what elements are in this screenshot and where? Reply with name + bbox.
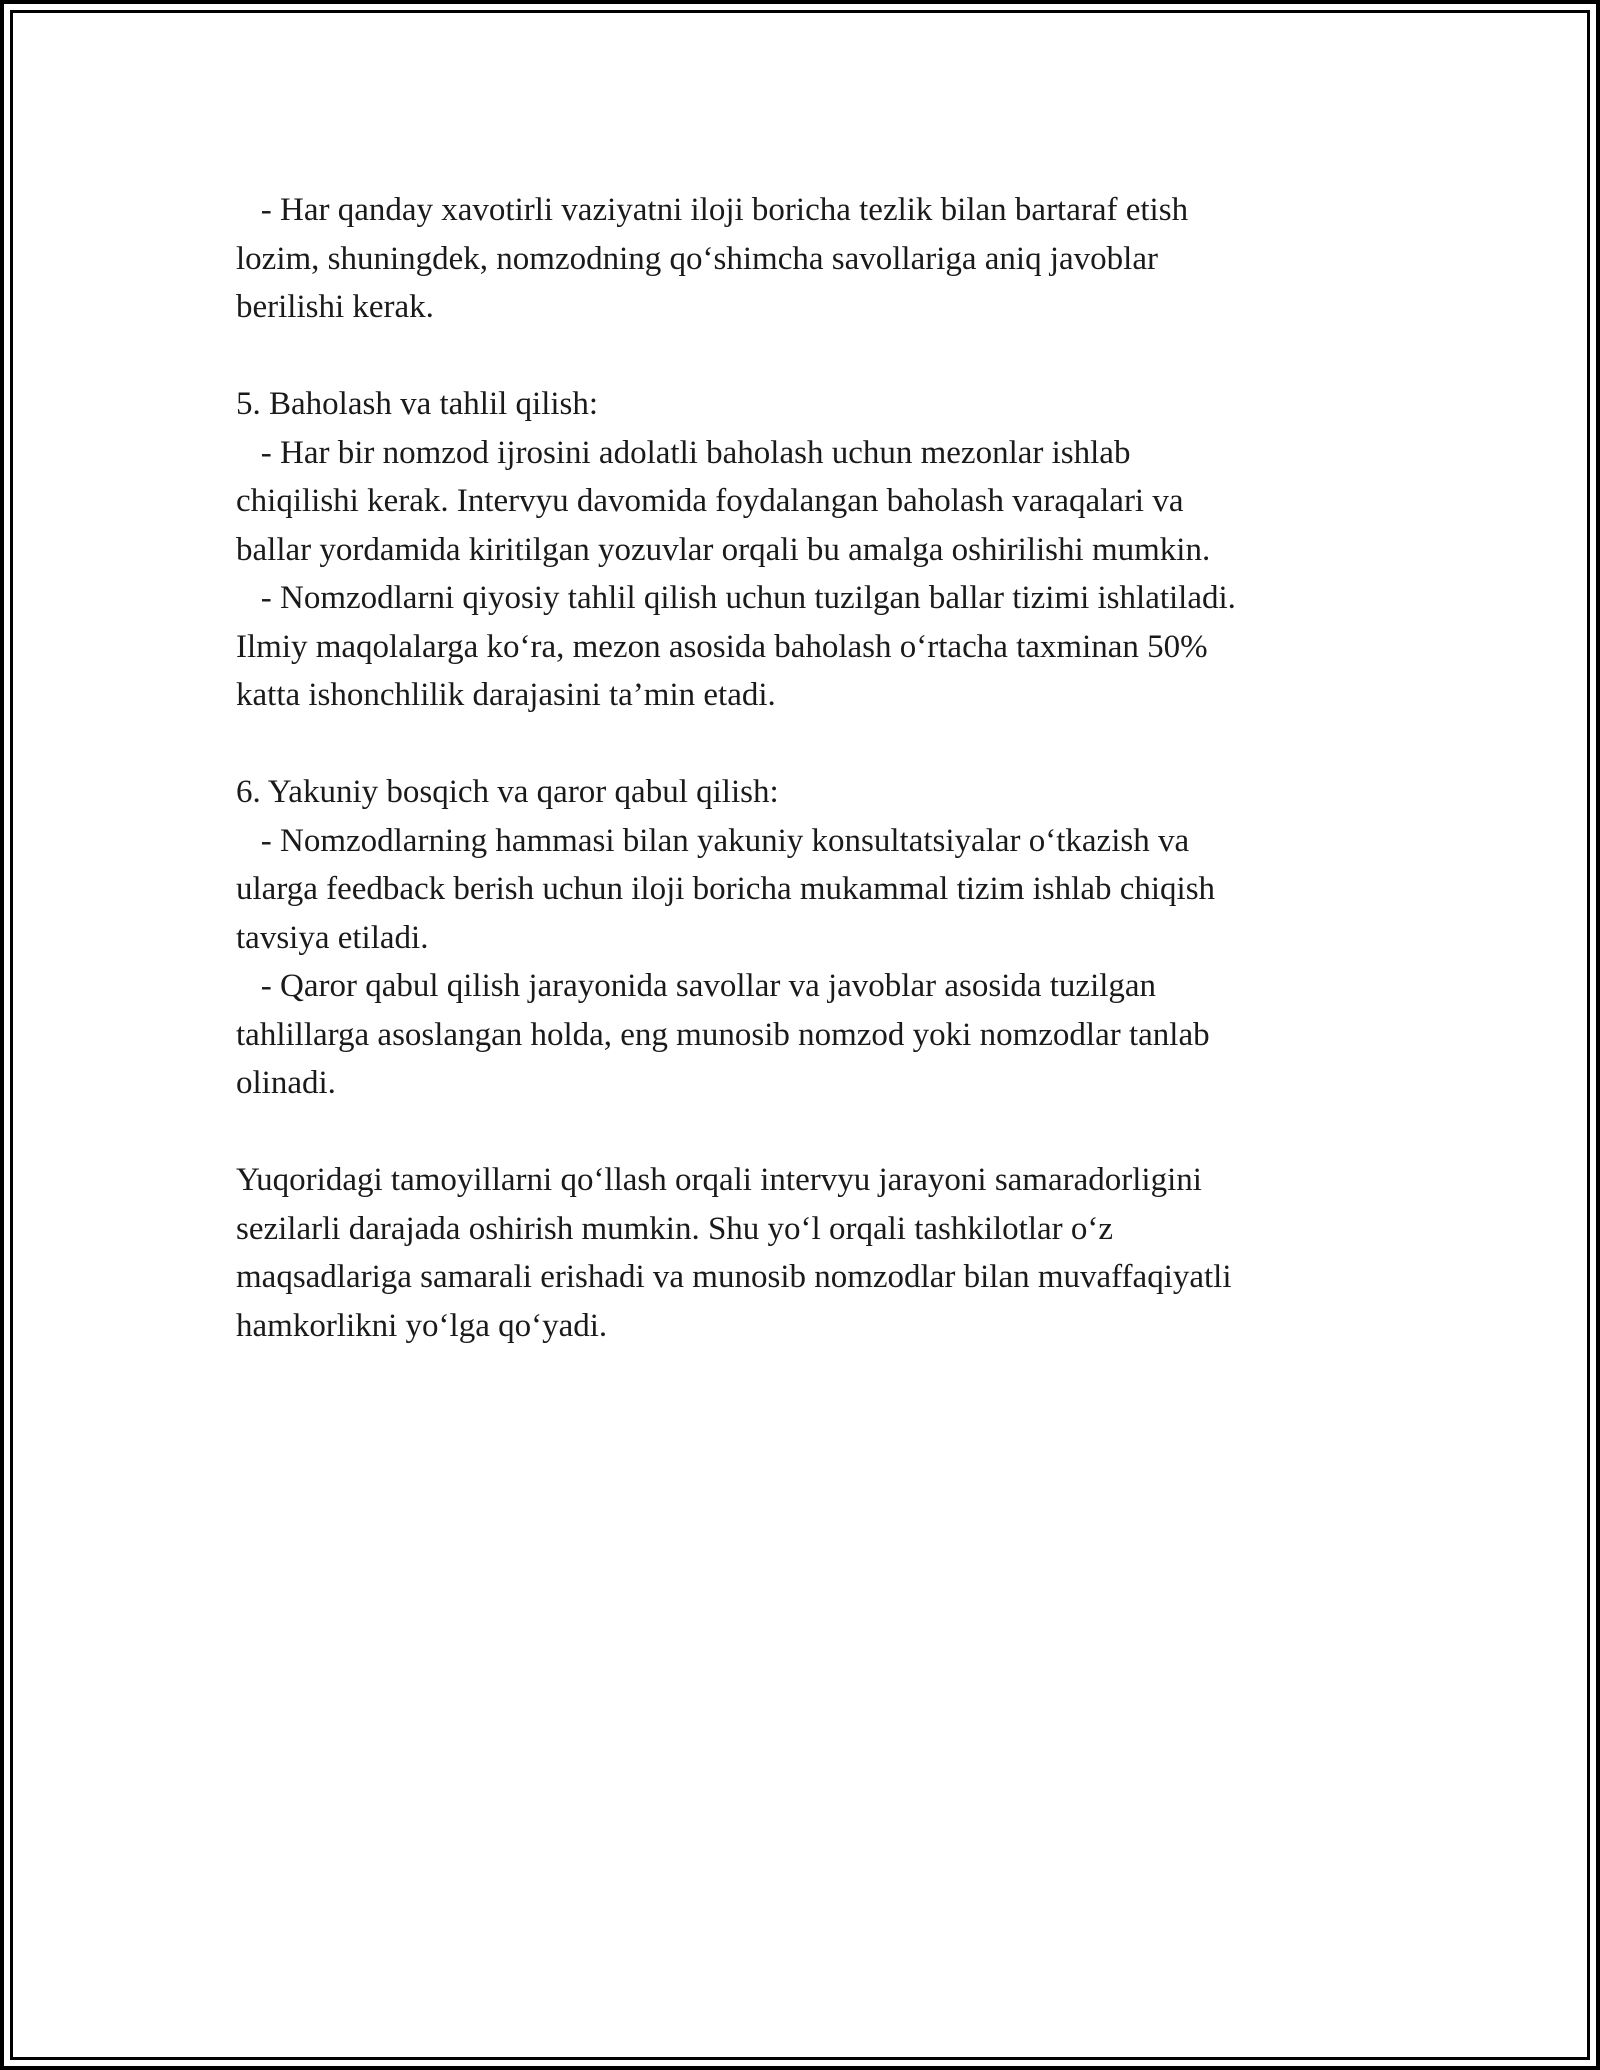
text-line: Ilmiy maqolalarga ko‘ra, mezon asosida baholash o‘rtacha taxminan 50%: [236, 628, 1208, 665]
text-line: lozim, shuningdek, nomzodning qo‘shimcha savollariga aniq javoblar: [236, 240, 1158, 277]
text-line: - Qaror qabul qilish jarayonida savollar va javoblar asosida tuzilgan: [236, 968, 1157, 1004]
paragraph-spacer: [236, 1108, 1366, 1157]
text-line: hamkorlikni yo‘lga qo‘yadi.: [236, 1307, 608, 1344]
section-5-heading: 5. Baholash va tahlil qilish:: [236, 386, 599, 422]
section-6-heading: 6. Yakuniy bosqich va qaror qabul qilish:: [236, 774, 779, 810]
text-line: ballar yordamida kiritilgan yozuvlar orqali bu amalga oshirilishi mumkin.: [236, 531, 1211, 568]
text-line: sezilarli darajada oshirish mumkin. Shu yo‘l orqali tashkilotlar o‘z: [236, 1210, 1114, 1247]
paragraph-spacer: [236, 720, 1366, 769]
paragraph-spacer: [236, 332, 1366, 381]
intro-bullet: [236, 186, 1366, 332]
text-line: katta ishonchlilik darajasini ta’min etadi.: [236, 677, 776, 713]
text-line: maqsadlariga samarali erishadi va munosib nomzodlar bilan muvaffaqiyatli: [236, 1259, 1232, 1295]
text-line: tahlillarga asoslangan holda, eng munosib nomzod yoki nomzodlar tanlab: [236, 1016, 1210, 1053]
text-line: - Nomzodlarning hammasi bilan yakuniy konsultatsiyalar o‘tkazish va: [236, 822, 1190, 859]
section-5: [236, 380, 1366, 720]
text-line: chiqilishi kerak. Intervyu davomida foydalangan baholash varaqalari va: [236, 483, 1184, 519]
conclusion-paragraph: [236, 1156, 1366, 1350]
section-6-bullet-2: [236, 962, 1366, 1108]
text-line: berilishi kerak.: [236, 289, 434, 325]
text-line: ularga feedback berish uchun iloji boricha mukammal tizim ishlab chiqish: [236, 871, 1216, 907]
section-5-bullet-2: [236, 574, 1366, 720]
document-body: [236, 186, 1366, 1350]
section-5-bullet-1: [236, 429, 1366, 575]
text-line: - Har qanday xavotirli vaziyatni iloji boricha tezlik bilan bartaraf etish: [236, 192, 1189, 228]
text-line: Yuqoridagi tamoyillarni qo‘llash orqali intervyu jarayoni samaradorligini: [236, 1162, 1202, 1198]
section-6-bullet-1: [236, 817, 1366, 963]
text-line: - Nomzodlarni qiyosiy tahlil qilish uchun tuzilgan ballar tizimi ishlatiladi.: [236, 580, 1236, 616]
text-line: - Har bir nomzod ijrosini adolatli baholash uchun mezonlar ishlab: [236, 434, 1131, 471]
text-line: olinadi.: [236, 1065, 336, 1101]
section-6: [236, 768, 1366, 1108]
text-line: tavsiya etiladi.: [236, 919, 429, 956]
